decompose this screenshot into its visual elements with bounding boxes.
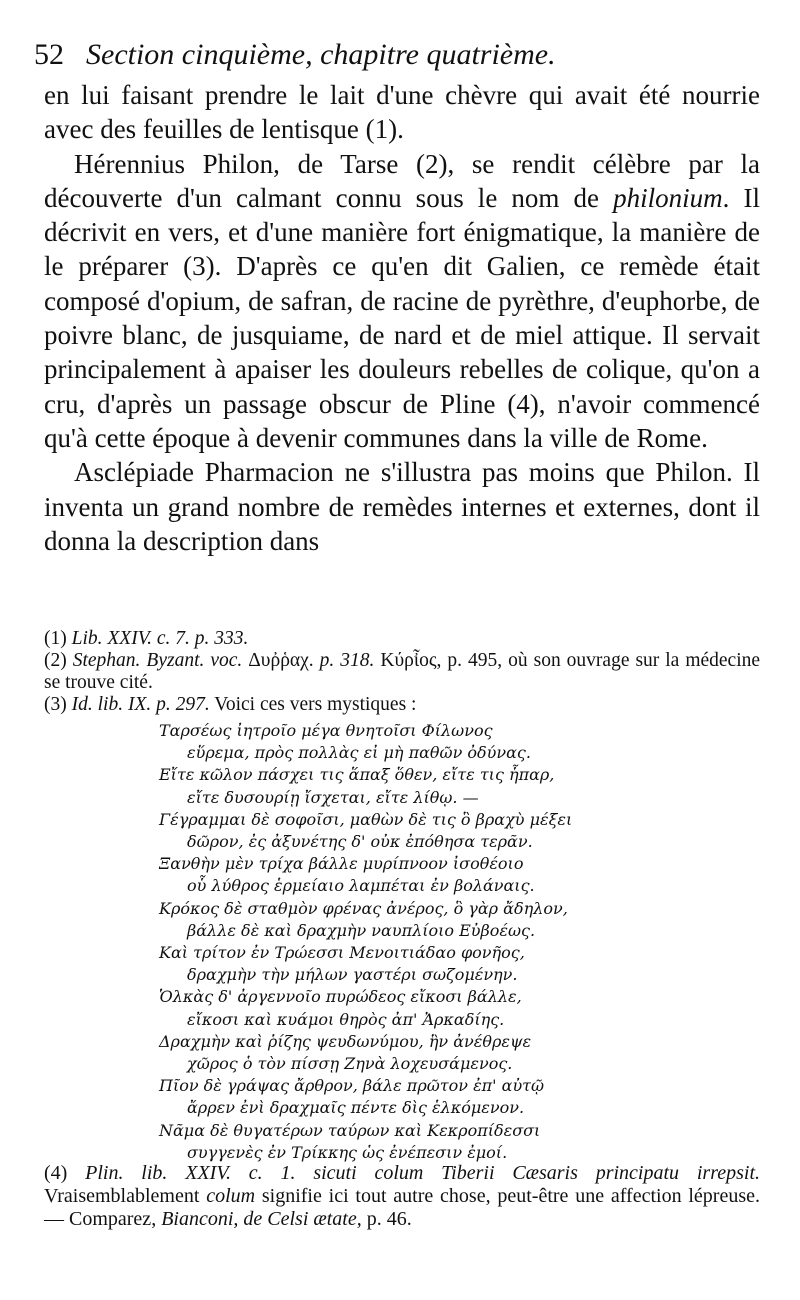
greek-verse-line: Ταρσέως ἰητροῖο μέγα θνητοῖσι Φίλωνος [159,721,493,740]
paragraph-2-term: philonium [613,182,723,213]
footnote-2 [44,650,760,694]
greek-verse-line: εὕρεμα, πρὸς πολλὰς εἰ μὴ παθῶν ὀδύνας. [187,743,531,763]
footnote-2-ref: Stephan. Byzant. voc. [72,650,243,671]
greek-verse-line: βάλλε δὲ καὶ δραχμὴν ναυπλίοιο Εὐβοέως. [187,920,536,940]
greek-verse-line: Κρόκος δὲ σταθμὸν φρένας ἀνέρος, ὃ γὰρ ἄδηλον, [159,898,568,918]
footnote-4-author: Bianconi, de Celsi ætate, [161,1208,362,1230]
footnotes [44,628,760,1168]
footnote-4-term: colum [206,1185,256,1207]
footnote-2-marker: (2) [44,650,67,671]
footnote-4-text-a: Vraisemblablement [44,1185,200,1207]
footnote-1 [44,628,760,650]
greek-verse-line: Ξανθὴν μὲν τρίχα βάλλε μυρίπνοον ἰσοθέοιο [159,854,524,874]
greek-verse-line: χῶρος ὁ τὸν πίσσῃ Ζηνὰ λοχευσάμενος. [187,1054,513,1074]
greek-verse-line: εἴκοσι καὶ κυάμοι θηρὸς ἀπ' Ἀρκαδίης. [187,1009,505,1029]
footnote-4 [44,1162,760,1231]
greek-verse-line: ἄρρεν ἐνὶ δραχμαῖς πέντε δὶς ἑλκόμενον. [187,1098,525,1118]
footnote-4-quote: sicuti colum Tiberii Cæsaris principatu irrepsit. [313,1162,761,1184]
footnote-3 [44,694,760,716]
footnote-3-text: Voici ces vers mystiques : [214,694,417,715]
paragraph-2-text-b: . Il décrivit en vers, et d'une manière fort énigmatique, la manière de le préparer (3). D'après ce qu'en dit Galien, ce remède était composé d'opium, de safran, de racine de pyrèthre, d'euphorbe, de poivre blanc, de jusquiame, de nard et de miel attique. Il servait principalement à apaiser les douleurs rebelles de colique, qu'on a cru, d'après un passage obscur de Pline (4), n'avoir commencé qu'à cette époque à devenir communes dans la ville de Rome. [44,182,760,453]
footnote-2-greek-1: Δυῤῥαχ. [248,650,314,671]
greek-verse-line: Γέγραμμαι δὲ σοφοῖσι, μαθὼν δὲ τις ὃ βραχὺ μέξει [159,809,573,829]
paragraph-3: Asclépiade Pharmacion ne s'illustra pas moins que Philon. Il inventa un grand nombre de remèdes internes et externes, dont il donna la description dans [44,457,760,556]
running-header [34,38,774,78]
running-title: Section cinquième, chapitre quatrième. [86,38,556,71]
footnote-4-ref: Plin. lib. XXIV. c. 1. [85,1162,296,1184]
greek-verse-line: εἴτε δυσουρίῃ ἴσχεται, εἴτε λίθῳ. — [187,787,479,807]
footnote-1-ref: Lib. XXIV. c. 7. p. 333. [71,628,249,649]
greek-verse-line: δῶρον, ἐς ἀξυνέτης δ' οὐκ ἐπόθησα τερᾶν. [187,832,533,852]
greek-verse-line: οὗ λύθρος ἑρμείαιο λαμπέται ἐν βολάναις. [187,876,535,896]
footnote-1-marker: (1) [44,628,67,649]
footnote-4-page: p. 46. [366,1208,412,1230]
footnote-4-paragraph [44,1162,760,1231]
footnote-2-greek-2: Κύρἶος, [380,650,442,671]
greek-verse-line: Ὁλκὰς δ' ἀργεννοῖο πυρώδεος εἴκοσι βάλλε, [159,987,522,1007]
footnote-4-marker: (4) [44,1162,68,1184]
footnote-4-text-b: signifie ici tout autre chose, peut-être une affection lépreuse. — Comparez, [44,1185,760,1230]
footnote-3-marker: (3) [44,694,67,715]
footnote-3-ref: Id. lib. IX. p. 297. [71,694,210,715]
greek-verse-line: Καὶ τρίτον ἐν Τρώεσσι Μενοιτιάδαο φονῆος, [159,943,525,963]
greek-verse-line: δραχμὴν τὴν μήλων γαστέρι σωζομένην. [187,965,518,985]
greek-verses [159,720,760,1164]
footnote-2-page: p. 318. [319,650,375,671]
main-text [44,78,760,558]
paragraph-1: en lui faisant prendre le lait d'une chèvre qui avait été nourrie avec des feuilles de lentisque (1). [44,80,760,145]
greek-verse-line: Δραχμὴν καὶ ῥίζης ψευδωνύμου, ἣν ἀνέθρεψε [159,1031,532,1051]
greek-verse-line: Νᾶμα δὲ θυγατέρων ταύρων καὶ Κεκροπίδεσσι [159,1120,541,1140]
greek-verse-line: Εἴτε κῶλον πάσχει τις ἅπαξ ὅθεν, εἴτε τις ἧπαρ, [159,765,555,785]
footnote-2-rest: p. 495, où son ouvrage sur la médecine se trouve cité. [44,650,761,693]
paragraph-2-text-a: Hérennius Philon, de Tarse (2), se rendit célèbre par la découverte d'un calmant connu sous le nom de [44,148,760,213]
greek-verse-line: συγγενὲς ἐν Τρίκκης ὡς ἐνέπεσιν ἐμοί. [187,1142,508,1162]
page-number: 52 [34,38,64,71]
greek-verse-line: Πῖον δὲ γράψας ἄρθρον, βάλε πρῶτον ἐπ' αὐτῷ [159,1076,545,1096]
paragraph-2 [44,147,760,456]
